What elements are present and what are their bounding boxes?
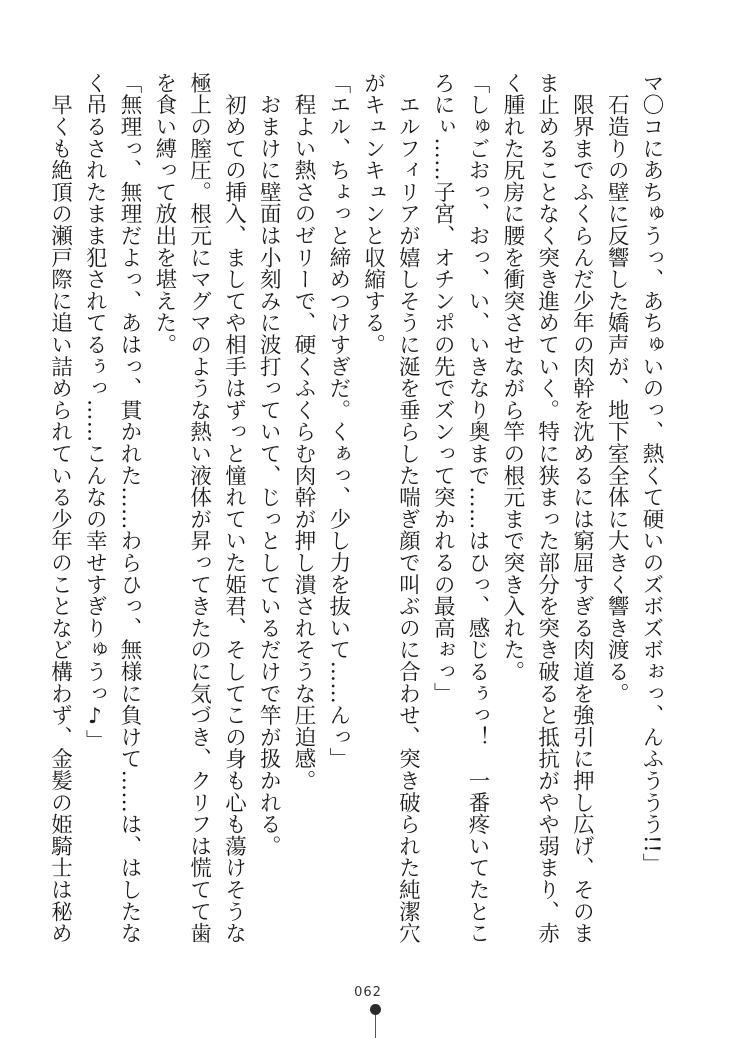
- text-line: おまけに壁面は小刻みに波打っていて、じっとしているだけで竿が扱かれる。: [256, 72, 282, 857]
- text-line: ろにぃ……子宮、オチンポの先でズンって突かれるの最高ぉっ」: [430, 72, 456, 705]
- text-line: ま止めることなく突き進めていく。特に狭まった部分を突き破ると抵抗がやや弱まり、赤: [534, 72, 560, 944]
- text-line: 程よい熱さのゼリーで、硬くふくらむ肉幹が押し潰されそうな圧迫感。: [291, 72, 317, 792]
- text-line: 極上の膣圧。根元にマグマのような熱い液体が昇ってきたのに気づき、クリフは慌てて歯: [186, 72, 212, 944]
- text-line: 「しゅごおっ、おっ、い、いきなり奥まで……はひっ、感じるぅっ！ 一番疼いてたとこ: [465, 72, 491, 944]
- text-line: 「無理っ、無理だよっ、あはっ、貫かれた……わらひっ、無様に負けて……は、はしたな: [117, 72, 143, 944]
- text-line: 限界までふくらんだ少年の肉幹を沈めるには窮屈すぎる肉道を強引に押し広げ、そのま: [569, 72, 595, 944]
- text-line: く吊るされたまま犯されてるぅっ……こんなの幸せすぎりゅうっ♪」: [82, 72, 108, 752]
- text-line: 「エル、ちょっと締めつけすぎだ。くぁっ、少し力を抜いて……んっ」: [325, 72, 351, 770]
- page-number: 062: [354, 985, 382, 1000]
- text-line: マ〇コにあちゅうっ、あちゅいのっ、熱くて硬いのズボズボぉっ、んふううう!!」: [639, 72, 664, 875]
- text-line: 石造りの壁に反響した嬌声が、地下室全体に大きく響き渡る。: [604, 72, 630, 705]
- text-line: がキュンキュンと収縮する。: [360, 72, 386, 356]
- text-line: エルフィリアが嬉しそうに涎を垂らした喘ぎ顔で叫ぶのに合わせ、突き破られた純潔穴: [395, 72, 421, 944]
- text-line: 早くも絶頂の瀬戸際に追い詰められている少年のことなど構わず、金髪の姫騎士は秘め: [47, 72, 73, 944]
- text-line: 初めての挿入、ましてや相手はずっと憧れていた姫君、そしてこの身も心も蕩けそうな: [221, 72, 247, 944]
- text-line: く腫れた尻房に腰を衝突させながら竿の根元まで突き入れた。: [499, 72, 525, 683]
- text-line: を食い縛って放出を堪えた。: [151, 72, 177, 356]
- vertical-text-body: [42, 72, 668, 942]
- bookmark-dot-icon: [370, 1004, 381, 1015]
